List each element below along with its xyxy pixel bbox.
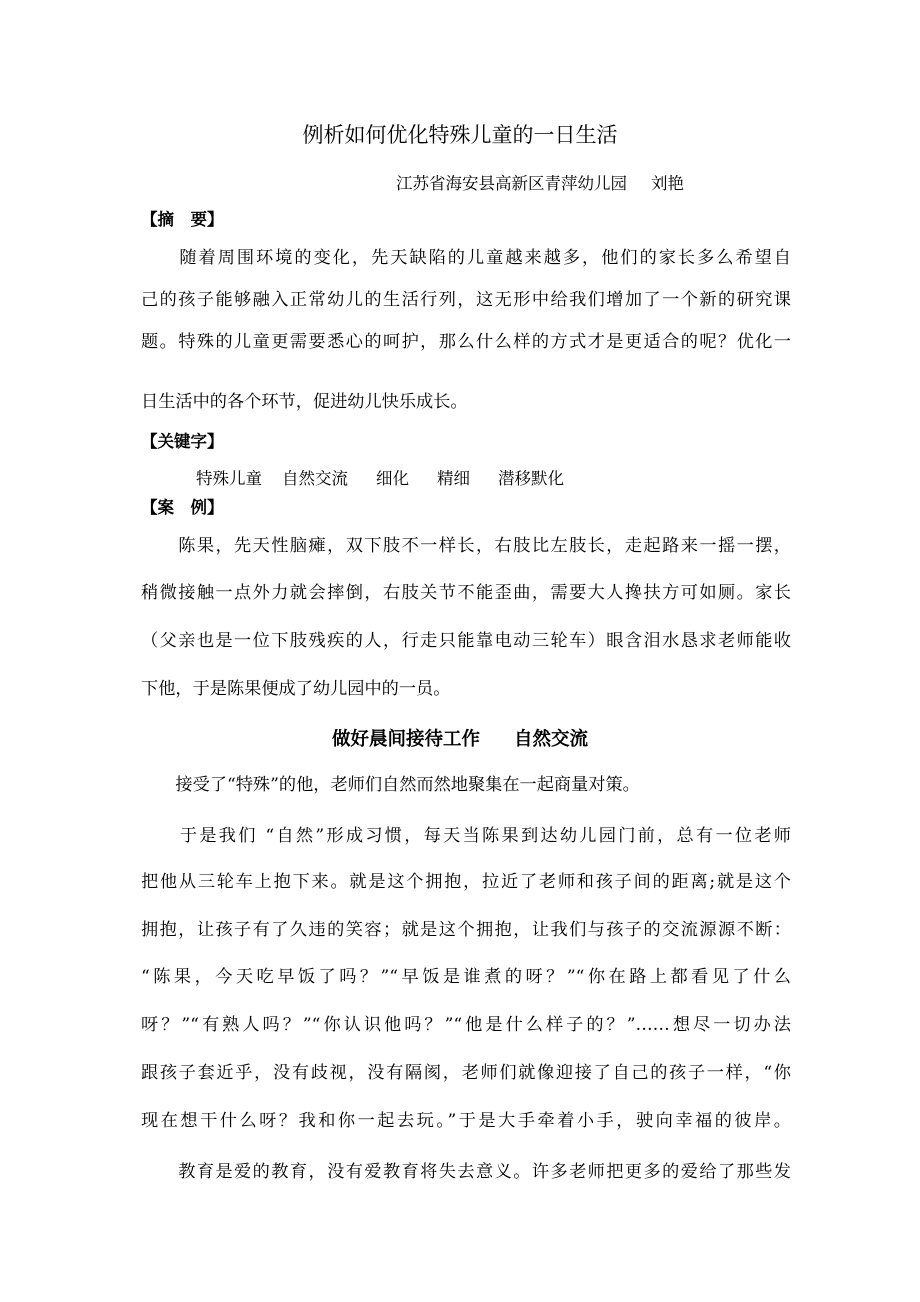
keywords-list: [196, 467, 564, 491]
abstract-line-3: 题。特殊的儿童更需要悉心的呵护，那么什么样的方式才是更适合的呢？优化一: [141, 332, 791, 352]
author-organization: 江苏省海安县高新区青萍幼儿园: [396, 174, 627, 193]
abstract-line-4: 日生活中的各个环节，促进幼儿快乐成长。: [141, 392, 468, 412]
body-line-5: “陈果，今天吃早饭了吗？”“早饭是谁煮的呀？”“你在路上都看见了什么: [141, 967, 791, 987]
keyword-item: 特殊儿童: [196, 469, 262, 488]
body-line-6: 呀？”“有熟人吗？”“你认识他吗？”“他是什么样子的？”……想尽一切办法: [141, 1015, 791, 1035]
section-heading-part-2: 自然交流: [514, 729, 589, 750]
body-line-3: 把他从三轮车上抱下来。就是这个拥抱，拉近了老师和孩子间的距离;就是这个: [141, 872, 791, 892]
abstract-line-2: 己的孩子能够融入正常幼儿的生活行列，这无形中给我们增加了一个新的研究课: [141, 290, 791, 310]
document-title: 例析如何优化特殊儿童的一日生活: [302, 123, 618, 147]
abstract-line-1: 随着周围环境的变化，先天缺陷的儿童越来越多，他们的家长多么希望自: [141, 248, 791, 268]
author-name: 刘艳: [651, 174, 684, 193]
body-line-2: 于是我们 “自然”形成习惯，每天当陈果到达幼儿园门前，总有一位老师: [141, 826, 791, 846]
case-line-4: 下他，于是陈果便成了幼儿园中的一员。: [141, 679, 451, 699]
section-heading: [0, 727, 920, 753]
keyword-item: 自然交流: [282, 469, 348, 488]
body-line-9: 教育是爱的教育，没有爱教育将失去意义。许多老师把更多的爱给了那些发: [141, 1162, 791, 1182]
case-line-1: 陈果，先天性脑瘫，双下肢不一样长，右肢比左肢长，走起路来一摇一摆，: [141, 536, 791, 556]
body-line-8: 现在想干什么呀？我和你一起去玩。”于是大手牵着小手，驶向幸福的彼岸。: [141, 1111, 791, 1131]
body-line-4: 拥抱，让孩子有了久违的笑容；就是这个拥抱，让我们与孩子的交流源源不断：: [141, 920, 791, 940]
section-heading-part-1: 做好晨间接待工作: [331, 729, 480, 750]
body-line-1: 接受了“特殊”的他，老师们自然而然地聚集在一起商量对策。: [141, 775, 640, 795]
case-label: 【案 例】: [141, 498, 224, 517]
case-line-2: 稍微接触一点外力就会摔倒，右肢关节不能歪曲，需要大人搀扶方可如厕。家长: [141, 583, 791, 603]
keywords-label: 【关键字】: [141, 432, 224, 451]
case-line-3: （父亲也是一位下肢残疾的人，行走只能靠电动三轮车）眼含泪水恳求老师能收: [141, 631, 791, 651]
abstract-label: 【摘 要】: [141, 210, 224, 229]
keyword-item: 精细: [437, 469, 470, 488]
keyword-item: 潜移默化: [498, 469, 564, 488]
keyword-item: 细化: [376, 469, 409, 488]
body-line-7: 跟孩子套近乎，没有歧视，没有隔阂，老师们就像迎接了自己的孩子一样，“你: [141, 1063, 791, 1083]
author-line: [396, 172, 684, 196]
